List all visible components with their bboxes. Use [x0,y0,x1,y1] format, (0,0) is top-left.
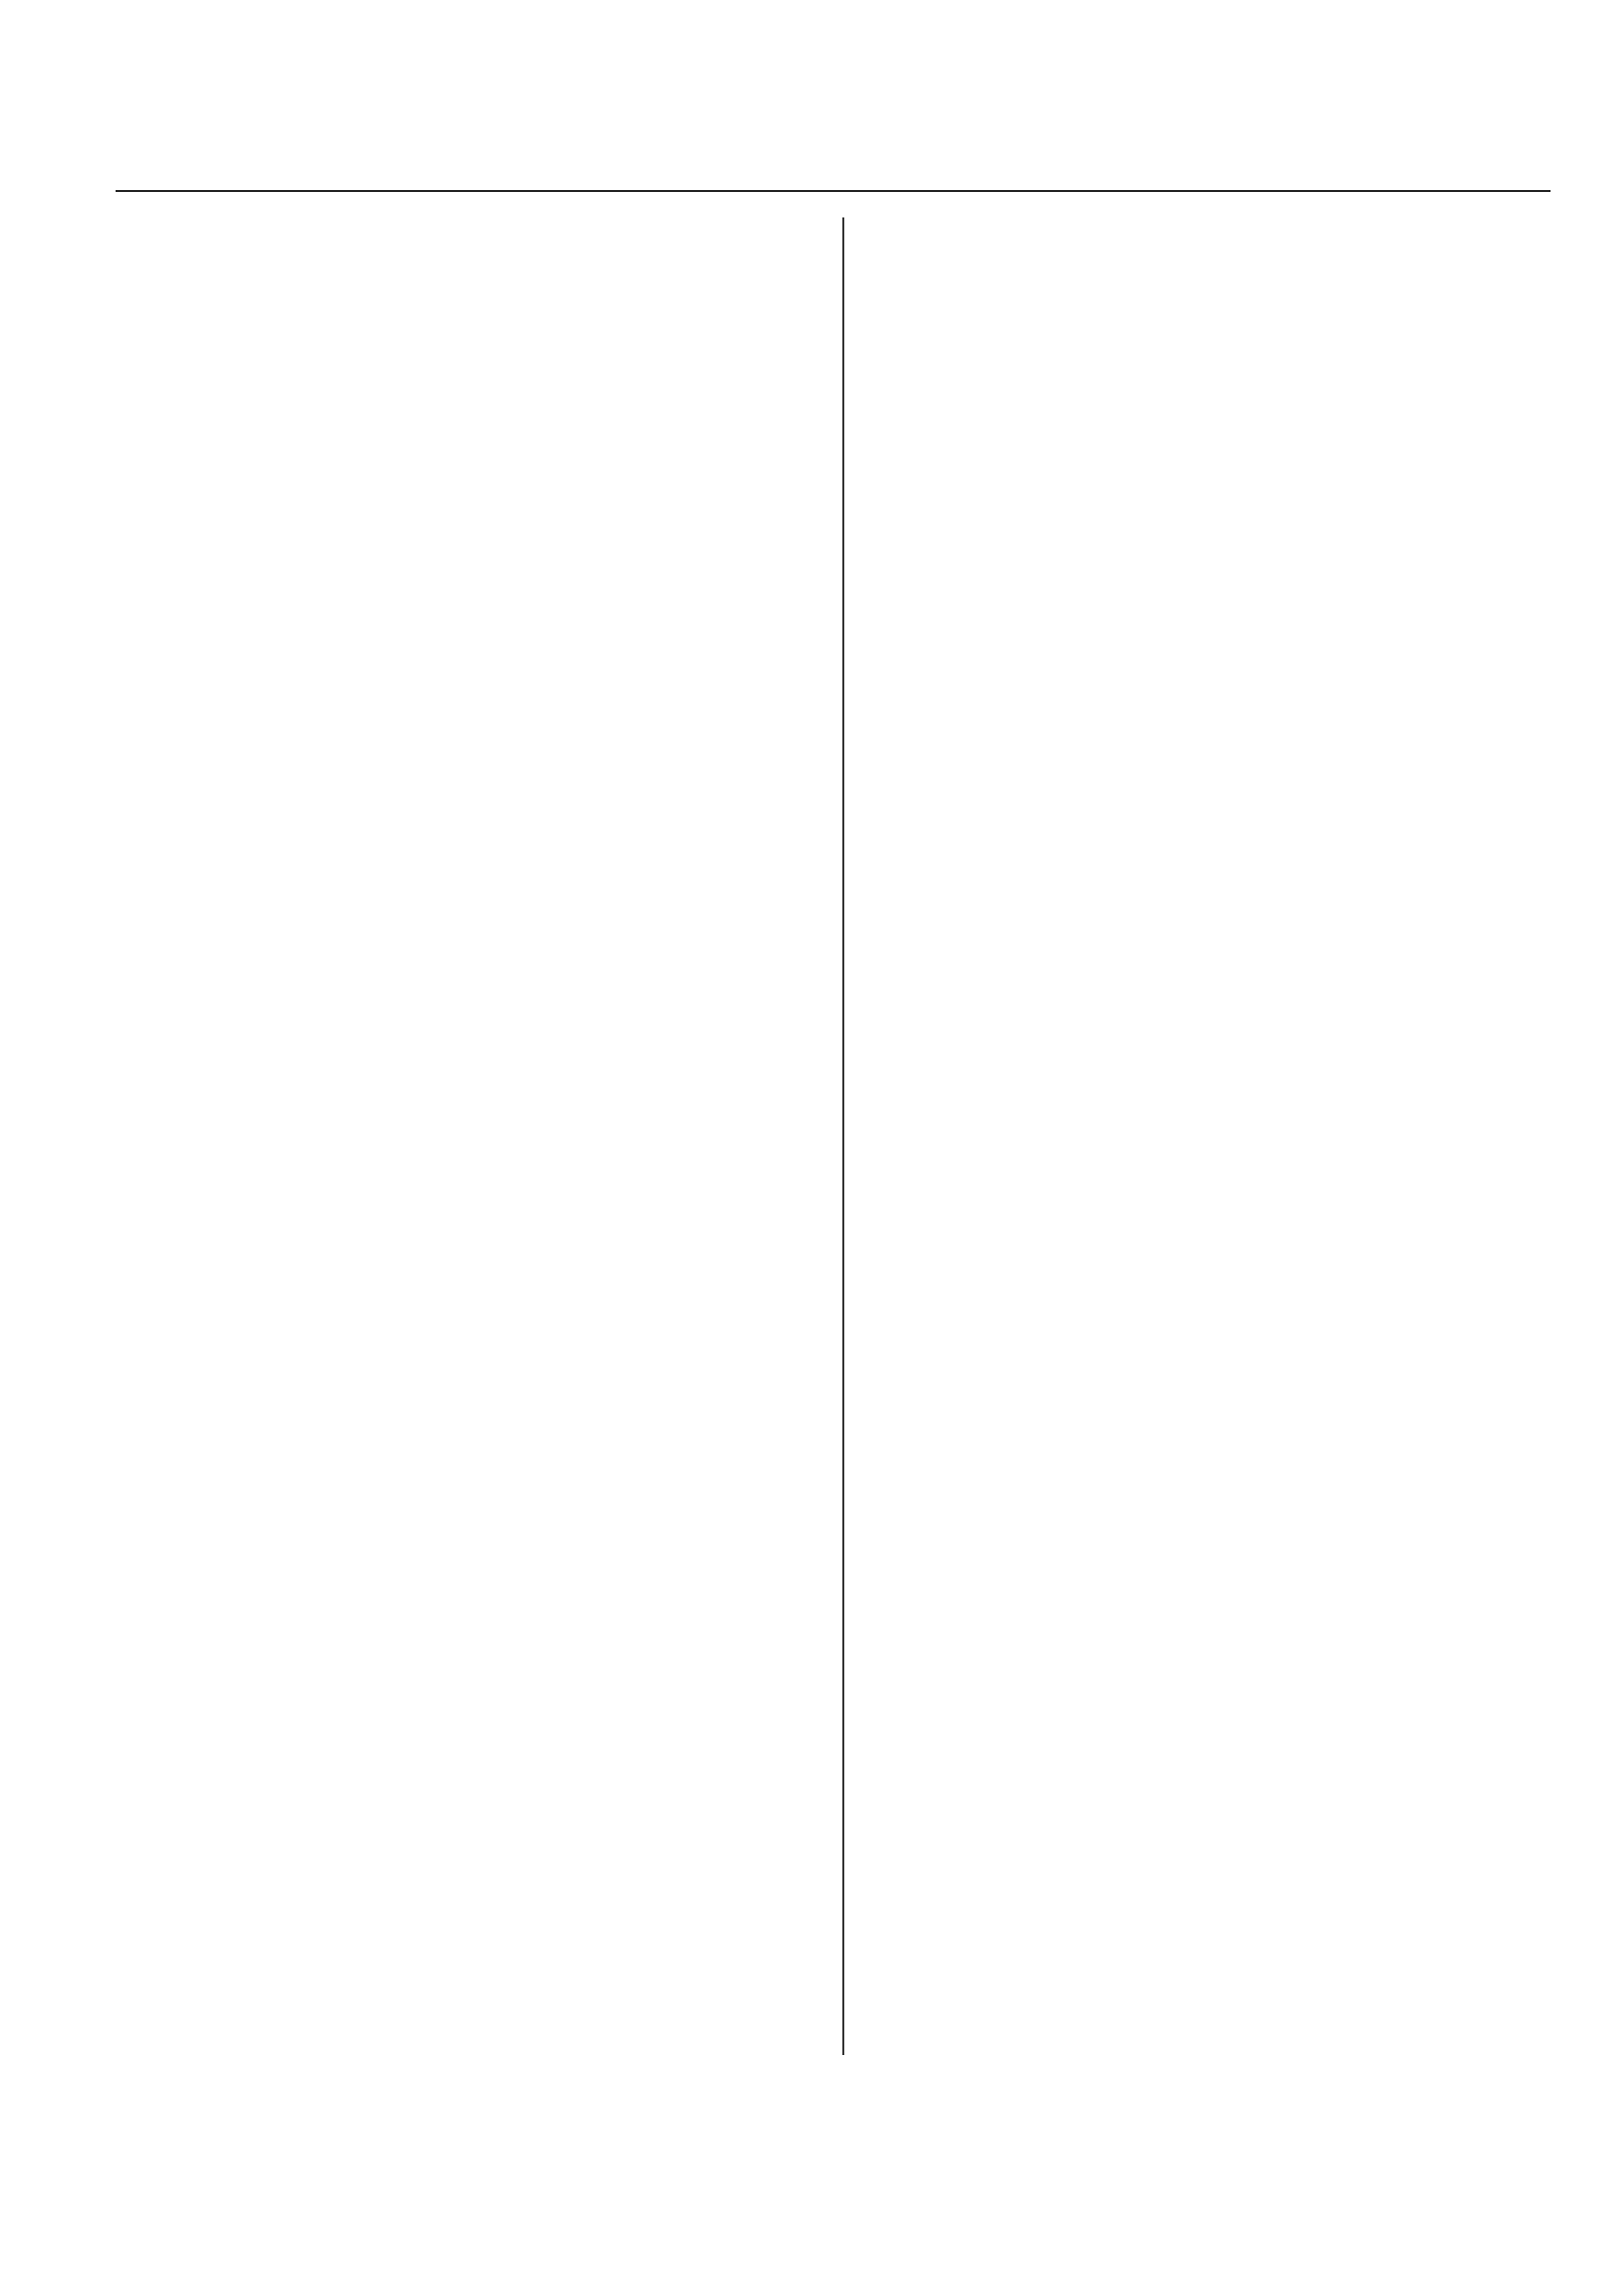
road-entry [854,1554,1559,1583]
road-entry [116,1199,833,1228]
header-rule [116,190,1551,192]
road-entry [854,1496,1559,1525]
road-entry [854,646,1559,675]
road-entry [854,1871,1559,1900]
road-entry [116,531,833,560]
road-entry [854,1324,1559,1354]
road-entry [854,1081,1559,1111]
road-entry [854,1814,1559,1843]
road-entry [854,1381,1559,1411]
road-entry [116,760,833,789]
road-entry [116,1497,833,1526]
road-entry [116,875,833,904]
road-entry [116,359,833,389]
road-entry [854,1024,1559,1053]
road-entry [854,1698,1559,1728]
road-entry [116,817,833,846]
road-entry [116,988,833,1018]
road-entry [116,1610,833,1640]
road-entry [116,2032,833,2061]
road-entry [854,702,1559,732]
road-entry [116,1554,833,1583]
road-entry [116,1045,833,1075]
column-divider [842,217,844,2055]
road-entry [116,932,833,961]
road-entry [116,1295,833,1324]
road-entry [854,852,1559,882]
road-entry [116,416,833,446]
road-entry [854,531,1559,560]
road-entry [854,909,1559,938]
road-entry [116,473,833,502]
road-entry [116,589,833,618]
road-entry [854,1139,1559,1169]
road-entry [854,589,1559,618]
road-entry [116,1141,833,1171]
road-entry [116,646,833,675]
road-entry [116,1800,833,1830]
page-header [116,157,1551,190]
road-entry [854,966,1559,995]
road-entry [854,760,1559,789]
road-entry [116,1858,833,1888]
road-entry [854,1231,1559,1261]
road-entry [854,473,1559,502]
road-entry [116,1916,833,1945]
road-entry [854,1757,1559,1787]
road-entry [116,702,833,732]
road-entry [116,1973,833,2002]
road-entry [116,1352,833,1381]
road-entry [854,214,1559,243]
road-entry [116,310,833,339]
road-entry [116,1409,833,1438]
road-entry [116,1667,833,1697]
road-entry [854,304,1559,333]
road-entry [854,416,1559,446]
road-entry [854,1610,1559,1640]
road-entry [116,214,833,243]
